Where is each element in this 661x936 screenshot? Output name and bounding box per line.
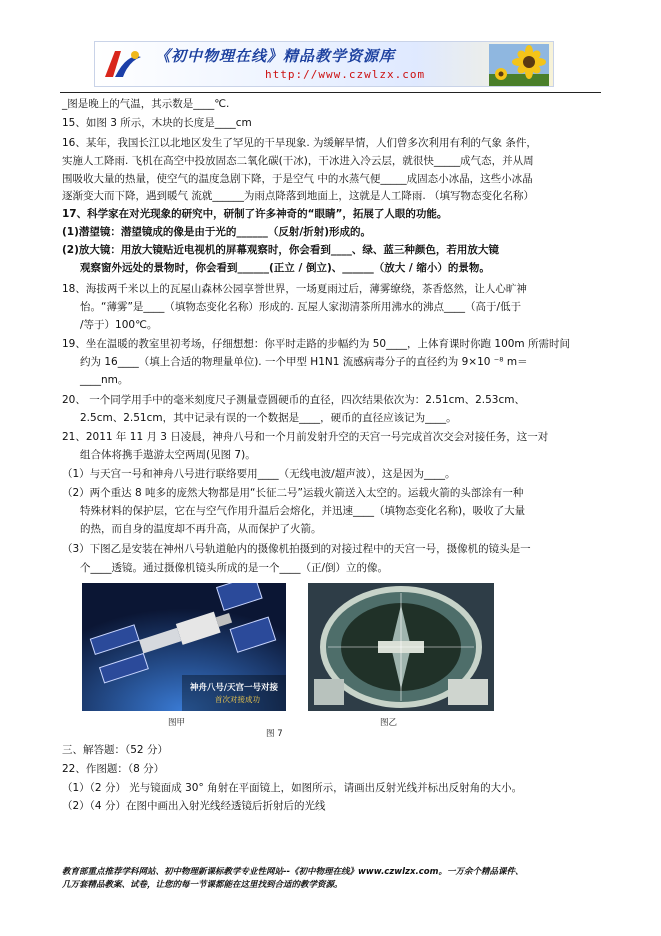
text-line: 15、如图 3 所示，木块的长度是____cm — [62, 117, 252, 129]
text-line: （3）下图乙是安装在神州八号轨道舱内的摄像机拍摄到的对接过程中的天宫一号，摄像机的镜头是一 — [62, 543, 531, 555]
sunflower-icon — [489, 44, 549, 86]
text-line: 2.5cm、2.51cm，其中记录有误的一个数据是____，硬币的直径应该记为____。 — [80, 412, 457, 424]
site-logo-icon — [101, 47, 145, 83]
text-line: 个____透镜。通过摄像机镜头所成的是一个____（正/倒）立的像。 — [80, 562, 389, 574]
docking-camera-view-icon — [308, 583, 494, 711]
header-rule — [60, 92, 601, 93]
text-line: ____nm。 — [80, 374, 129, 386]
caption-right: 图乙 — [380, 718, 398, 728]
section-heading: 三、解答题：（52 分） — [62, 744, 168, 756]
text-line: 逐渐变大而下降，遇到暖气 流就______为雨点降落到地面上，这就是人工降雨. （填写物态变化名称） — [62, 190, 535, 202]
text-line: 19、坐在温暖的教室里初考场，仔细想想：你平时走路的步幅约为 50____，上体育课时你跑 100m 所需时间 — [62, 338, 571, 350]
caption-left: 图甲 — [168, 718, 186, 728]
site-url: http://www.czwlzx.com — [265, 68, 426, 81]
figure-left-subbanner: 首次对接成功 — [215, 695, 260, 704]
footer-line: 几万套精品教案、试卷，让您的每一节课都能在这里找到合适的教学资源。 — [62, 880, 343, 890]
text-line: 怡。“薄雾”是____（填物态变化名称）形成的. 瓦屋人家沏清茶所用沸水的沸点____（高于/低于 — [80, 301, 522, 313]
text-line: 20、 一个同学用手中的毫米刻度尺子测量壹圆硬币的直径，四次结果依次为：2.51cm、2.53cm、 — [62, 394, 525, 406]
text-line: （2）（4 分）在图中画出入射光线经透镜后折射后的光线 — [62, 800, 326, 812]
text-line: 18、海拔两千米以上的瓦屋山森林公园享誉世界，一场夏雨过后，薄雾缭绕，茶香悠然，让人心旷神 — [62, 283, 527, 295]
footer-line: 教育部重点推荐学科网站、初中物理新课标教学专业性网站--《初中物理在线》www.czwlzx.com。一万余个精品课件、 — [62, 867, 524, 877]
text-line: 约为 16____（填上合适的物理量单位). 一个甲型 H1N1 流感病毒分子的直径约为 9×10 ⁻⁸ m＝ — [80, 356, 528, 368]
text-line: 21、2011 年 11 月 3 日凌晨，神舟八号和一个月前发射升空的天宫一号完成首次交会对接任务，这一对 — [62, 431, 549, 443]
text-line: (1)潜望镜：潜望镜成的像是由于光的______（反射/折射)形成的。 — [62, 226, 372, 238]
figure-number: 图 7 — [266, 729, 283, 739]
figure-left-image — [82, 583, 286, 711]
text-line: 组合体将携手遨游太空两周(见图 7)。 — [80, 449, 256, 461]
site-title: 《初中物理在线》精品教学资源库 — [155, 47, 396, 65]
text-line: /等于）100℃。 — [80, 319, 158, 331]
figure-left-banner: 神舟八号/天宫一号对接 — [189, 683, 278, 693]
text-line: (2)放大镜：用放大镜贴近电视机的屏幕观察时，你会看到____、绿、蓝三种颜色，若用放大镜 — [62, 244, 499, 256]
text-line: （1）（2 分） 光与镜面成 30° 角射在平面镜上，如图所示，请画出反射光线并标出反射角的大小。 — [62, 782, 523, 794]
figure-right-image — [308, 583, 494, 711]
text-line: （2）两个重达 8 吨多的庞然大物都是用“长征二号”运载火箭送入太空的。运载火箭的头部涂有一种 — [62, 487, 524, 499]
text-line: 特殊材料的保护层，它在与空气作用升温后会熔化，并迅速____（填物态变化名称)，吸收了大量 — [80, 505, 526, 517]
figure-7 — [82, 583, 582, 743]
text-line: 观察窗外远处的景物时，你会看到______(正立 / 倒立)、______（放大 / 缩小）的景物。 — [80, 262, 490, 274]
header-banner — [94, 41, 554, 87]
text-line: 实施人工降雨. 飞机在高空中投放固态二氧化碳(干冰)，干冰进入冷云层，就很快_____成气态，并从周 — [62, 155, 534, 167]
text-line: 17、科学家在对光现象的研究中，研制了许多神奇的“眼睛”，拓展了人眼的功能。 — [62, 208, 448, 220]
text-line: _图是晚上的气温，其示数是____℃. — [62, 98, 230, 110]
text-line: 16、某年，我国长江以北地区发生了罕见的干旱现象. 为缓解旱情，人们曾多次利用有利的气象 条件， — [62, 137, 537, 149]
text-line: 的热，而自身的温度却不再升高，从而保护了火箭。 — [80, 523, 322, 535]
text-line: 22、作图题：（8 分） — [62, 763, 165, 775]
page-footer — [62, 866, 607, 892]
text-line: 围吸收大量的热量，使空气的温度急剧下降，于是空气 中的水蒸气便_____成固态小冰晶，这些小冰晶 — [62, 173, 533, 185]
text-line: （1）与天宫一号和神舟八号进行联络要用____（无线电波/超声波），这是因为____。 — [62, 468, 456, 480]
